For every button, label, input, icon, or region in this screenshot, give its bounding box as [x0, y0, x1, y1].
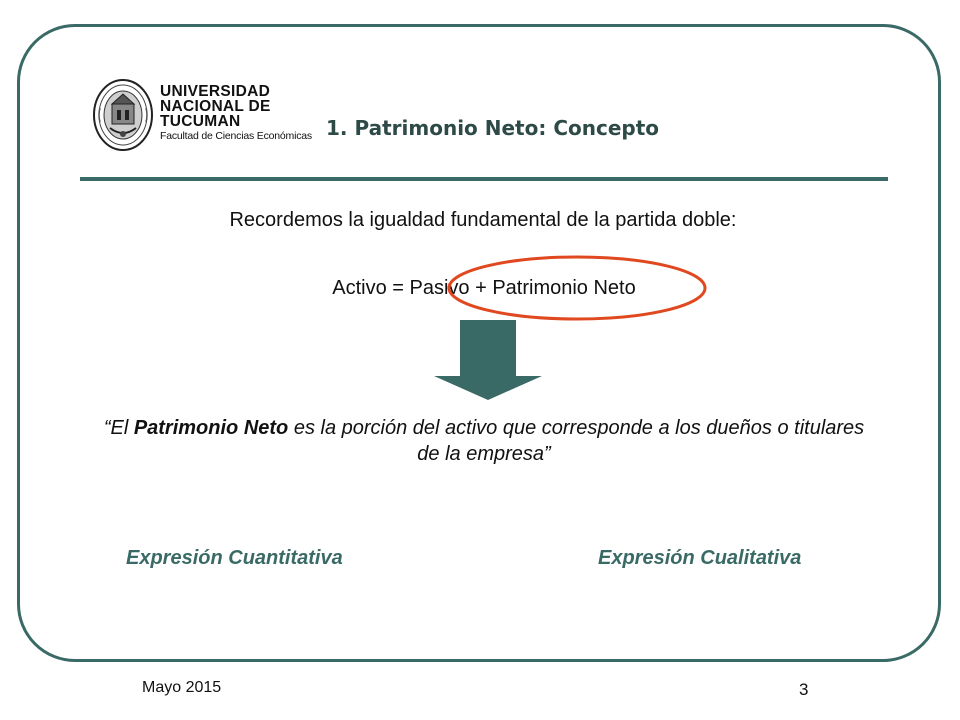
page-number: 3 — [799, 680, 809, 699]
down-arrow-icon — [434, 320, 544, 400]
logo-line-2: NACIONAL DE — [160, 98, 271, 115]
quote-rest: es la porción del activo que corresponde a los dueños o titulares de la empresa” — [288, 417, 865, 465]
logo-text — [160, 84, 312, 143]
intro-text: Recordemos la igualdad fundamental de la partida doble: — [229, 209, 737, 231]
footer-date: Mayo 2015 — [142, 679, 222, 696]
logo-faculty: Facultad de Ciencias Económicas — [160, 130, 312, 142]
quote-emphasis: Patrimonio Neto — [133, 417, 289, 439]
logo-line-3: TUCUMAN — [160, 113, 241, 130]
accounting-equation: Activo = Pasivo + Patrimonio Neto — [332, 277, 636, 299]
logo-line-1: UNIVERSIDAD — [160, 83, 271, 100]
university-logo — [92, 78, 330, 154]
slide-title: 1. Patrimonio Neto: Concepto — [326, 116, 660, 140]
title-divider — [80, 177, 888, 181]
highlight-ellipse — [446, 253, 708, 323]
university-seal-icon — [92, 78, 154, 152]
quote-open: “El — [103, 417, 134, 439]
definition-quote — [100, 415, 868, 467]
qualitative-expression-heading: Expresión Cualitativa — [598, 547, 802, 569]
quantitative-expression-heading: Expresión Cuantitativa — [126, 547, 343, 569]
